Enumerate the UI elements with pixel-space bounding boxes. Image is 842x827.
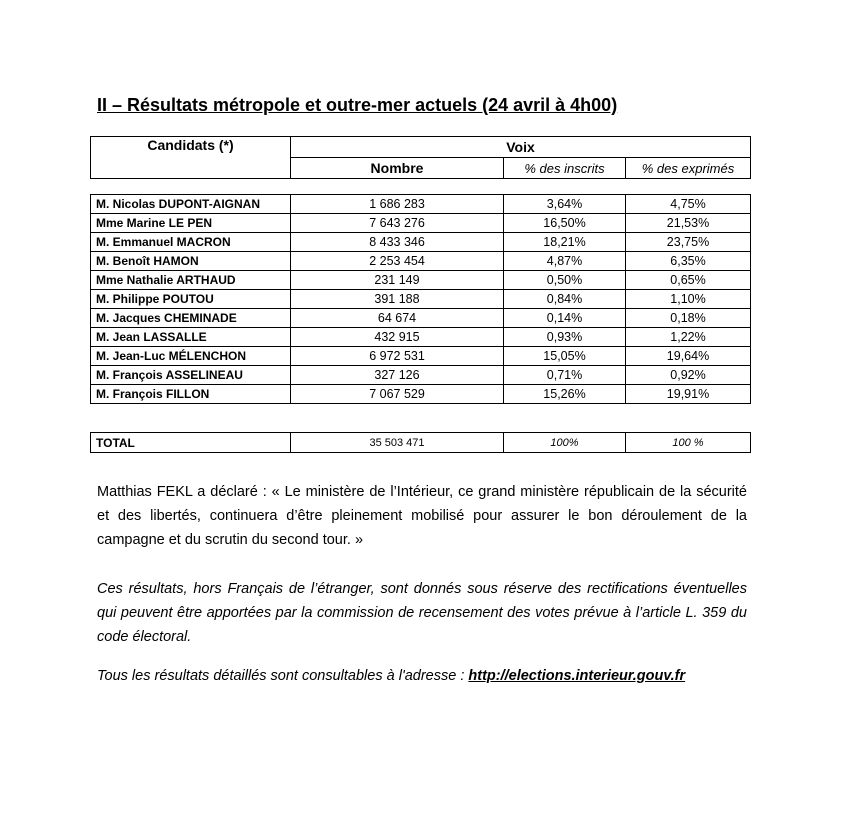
candidate-votes: 7 067 529 <box>291 385 504 404</box>
candidate-row <box>91 328 751 347</box>
candidate-pct-cast: 21,53% <box>626 214 751 233</box>
candidate-pct-registered: 16,50% <box>504 214 626 233</box>
candidate-pct-registered: 0,50% <box>504 271 626 290</box>
candidate-pct-registered: 4,87% <box>504 252 626 271</box>
candidate-pct-cast: 23,75% <box>626 233 751 252</box>
candidate-name: M. Jacques CHEMINADE <box>91 309 291 328</box>
disclaimer-paragraph: Ces résultats, hors Français de l’étranger, sont donnés sous réserve des rectifications éventuelles qui peuvent être apportées par la commission de recensement des votes prévue à l’article L. 359 du code électoral. <box>97 581 747 645</box>
candidate-pct-registered: 0,93% <box>504 328 626 347</box>
results-website-link[interactable]: http://elections.interieur.gouv.fr <box>468 668 686 684</box>
results-table <box>90 194 751 404</box>
candidate-name: Mme Nathalie ARTHAUD <box>91 271 291 290</box>
candidate-votes: 327 126 <box>291 366 504 385</box>
candidate-votes: 432 915 <box>291 328 504 347</box>
candidate-votes: 8 433 346 <box>291 233 504 252</box>
candidate-pct-cast: 1,22% <box>626 328 751 347</box>
candidate-pct-cast: 0,18% <box>626 309 751 328</box>
candidate-name: Mme Marine LE PEN <box>91 214 291 233</box>
candidate-name: M. Benoît HAMON <box>91 252 291 271</box>
total-row <box>91 433 751 453</box>
candidate-row <box>91 366 751 385</box>
candidate-pct-registered: 18,21% <box>504 233 626 252</box>
candidate-pct-cast: 1,10% <box>626 290 751 309</box>
candidate-votes: 64 674 <box>291 309 504 328</box>
candidate-name: M. Jean-Luc MÉLENCHON <box>91 347 291 366</box>
pct-registered-column-header: % des inscrits <box>504 158 626 179</box>
candidate-name: M. François FILLON <box>91 385 291 404</box>
candidate-row <box>91 195 751 214</box>
candidate-votes: 2 253 454 <box>291 252 504 271</box>
candidate-votes: 391 188 <box>291 290 504 309</box>
candidate-pct-registered: 0,14% <box>504 309 626 328</box>
candidate-pct-registered: 15,26% <box>504 385 626 404</box>
link-intro-text: Tous les résultats détaillés sont consultables à l'adresse : <box>97 668 469 684</box>
candidate-name: M. Nicolas DUPONT-AIGNAN <box>91 195 291 214</box>
candidate-pct-registered: 3,64% <box>504 195 626 214</box>
candidate-pct-registered: 15,05% <box>504 347 626 366</box>
candidate-name: M. Jean LASSALLE <box>91 328 291 347</box>
candidate-name: M. Emmanuel MACRON <box>91 233 291 252</box>
votes-column-header: Voix <box>291 137 751 158</box>
pct-cast-column-header: % des exprimés <box>626 158 751 179</box>
candidate-pct-cast: 0,92% <box>626 366 751 385</box>
candidate-name: M. Philippe POUTOU <box>91 290 291 309</box>
candidate-row <box>91 347 751 366</box>
candidate-pct-cast: 4,75% <box>626 195 751 214</box>
candidate-name: M. François ASSELINEAU <box>91 366 291 385</box>
quote-paragraph: Matthias FEKL a déclaré : « Le ministère de l’Intérieur, ce grand ministère républicain de la sécurité et des libertés, continuera d’être pleinement mobilisé pour assurer le bon déroulement de la campagne et du scrutin du second tour. » <box>97 484 747 548</box>
candidate-votes: 1 686 283 <box>291 195 504 214</box>
total-label: TOTAL <box>91 433 291 453</box>
candidates-column-header: Candidats (*) <box>91 137 291 179</box>
candidate-votes: 231 149 <box>291 271 504 290</box>
candidate-row <box>91 271 751 290</box>
candidate-votes: 7 643 276 <box>291 214 504 233</box>
candidate-pct-cast: 19,64% <box>626 347 751 366</box>
total-pct-cast: 100 % <box>626 433 751 453</box>
candidate-pct-cast: 0,65% <box>626 271 751 290</box>
total-table <box>90 432 751 453</box>
total-pct-registered: 100% <box>504 433 626 453</box>
candidate-pct-registered: 0,84% <box>504 290 626 309</box>
candidate-row <box>91 385 751 404</box>
candidate-row <box>91 233 751 252</box>
number-column-header: Nombre <box>291 158 504 179</box>
results-table-header <box>90 136 751 179</box>
candidate-pct-cast: 6,35% <box>626 252 751 271</box>
total-number: 35 503 471 <box>291 433 504 453</box>
link-paragraph <box>97 664 747 688</box>
candidate-pct-cast: 19,91% <box>626 385 751 404</box>
page-heading: II – Résultats métropole et outre-mer actuels (24 avril à 4h00) <box>97 95 618 115</box>
candidate-row <box>91 214 751 233</box>
candidate-row <box>91 252 751 271</box>
candidate-row <box>91 290 751 309</box>
candidate-votes: 6 972 531 <box>291 347 504 366</box>
candidate-row <box>91 309 751 328</box>
candidate-pct-registered: 0,71% <box>504 366 626 385</box>
